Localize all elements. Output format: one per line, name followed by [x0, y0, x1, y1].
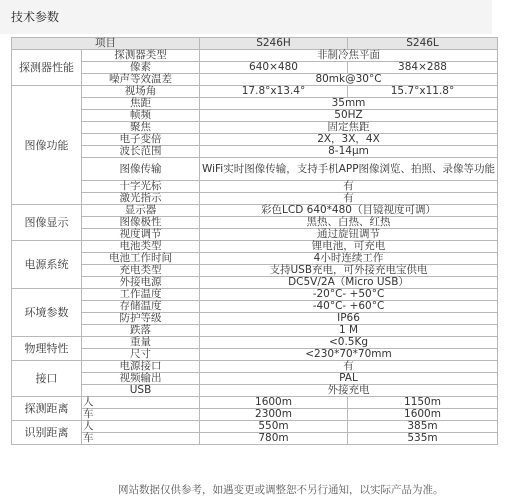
table-row [12, 193, 498, 205]
row-label: 探测器类型 [82, 50, 200, 62]
row-value: 非制冷焦平面 [200, 50, 498, 62]
row-value: 黑热、白热、红热 [200, 217, 498, 229]
group-identify-range: 识别距离 [12, 421, 82, 445]
row-label: 尺寸 [82, 349, 200, 361]
row-value: IP66 [200, 313, 498, 325]
row-label: 十字光标 [82, 181, 200, 193]
row-label: 车 [83, 408, 94, 420]
table-row [12, 289, 498, 301]
table-row [12, 229, 498, 241]
row-label: 图像极性 [82, 217, 200, 229]
row-label: 车 [83, 432, 94, 444]
table-row [12, 205, 498, 217]
row-value-a: 550m [200, 421, 348, 433]
row-label: 防护等级 [82, 313, 200, 325]
row-value: 4小时连续工作 [200, 253, 498, 265]
row-label: 电源接口 [82, 361, 200, 373]
table-row [12, 217, 498, 229]
row-value: 彩色LCD 640*480（目镜视度可调） [200, 205, 498, 217]
row-label: 帧频 [82, 110, 200, 122]
table-row [12, 301, 498, 313]
table-row [12, 181, 498, 193]
row-value: 支持USB充电，可外接充电宝供电 [200, 265, 498, 277]
row-value-b: 384×288 [348, 62, 498, 74]
table-row [12, 265, 498, 277]
row-label: USB [82, 385, 200, 397]
row-value-a: 17.8°x13.4° [200, 86, 348, 98]
section-header-strip [0, 0, 492, 34]
table-row [12, 122, 498, 134]
row-label: 充电类型 [82, 265, 200, 277]
row-value-a: 640×480 [200, 62, 348, 74]
row-value: <230*70*70mm [200, 349, 498, 361]
table-row [12, 337, 498, 349]
row-value-b: 1600m [348, 409, 498, 421]
header-model-b: S246L [348, 38, 498, 50]
table-row [12, 253, 498, 265]
header-model-a: S246H [200, 38, 348, 50]
group-detect-range: 探测距离 [12, 397, 82, 421]
row-label: 焦距 [82, 98, 200, 110]
section-title: 技术参数 [11, 10, 60, 24]
row-value-a: 1600m [200, 397, 348, 409]
row-label: 重量 [82, 337, 200, 349]
table-row [12, 349, 498, 361]
row-value-a: 780m [200, 433, 348, 445]
row-value: 锂电池，可充电 [200, 241, 498, 253]
row-value: DC5V/2A（Micro USB） [200, 277, 498, 289]
table-row [12, 385, 498, 397]
row-value: 外接充电 [200, 385, 498, 397]
table-row [12, 361, 498, 373]
table-row [12, 158, 498, 181]
row-value: PAL [200, 373, 498, 385]
table-row [12, 325, 498, 337]
spec-table [11, 37, 498, 445]
row-value: 固定焦距 [200, 122, 498, 134]
row-value-a: 2300m [200, 409, 348, 421]
row-value: -20°C- +50°C [200, 289, 498, 301]
row-value: WiFi实时图像传输，支持手机APP图像浏览、拍照、录像等功能 [200, 158, 498, 181]
group-interface: 接口 [12, 361, 82, 397]
row-value: 35mm [200, 98, 498, 110]
row-label: 电子变倍 [82, 134, 200, 146]
table-row [12, 110, 498, 122]
row-label: 存储温度 [82, 301, 200, 313]
table-row [12, 313, 498, 325]
table-row [12, 62, 498, 74]
table-row [12, 74, 498, 86]
row-value-b: 385m [348, 421, 498, 433]
table-row [12, 86, 498, 98]
row-value-b: 15.7°x11.8° [348, 86, 498, 98]
row-label: 人 [83, 396, 94, 408]
row-label: 聚焦 [82, 122, 200, 134]
group-power: 电源系统 [12, 241, 82, 289]
row-value: 8-14μm [200, 146, 498, 158]
row-label: 外接电源 [82, 277, 200, 289]
row-label: 人 [83, 420, 94, 432]
table-row [12, 50, 498, 62]
row-label: 视度调节 [82, 229, 200, 241]
table-row [12, 409, 498, 421]
group-physical: 物理特性 [12, 337, 82, 361]
table-header-row [12, 38, 498, 50]
row-value-b: 1150m [348, 397, 498, 409]
row-value: 有 [200, 193, 498, 205]
row-value: 50HZ [200, 110, 498, 122]
row-label: 电池类型 [82, 241, 200, 253]
row-value: 1 M [200, 325, 498, 337]
row-label: 工作温度 [82, 289, 200, 301]
row-label: 波长范围 [82, 146, 200, 158]
row-value: 有 [200, 181, 498, 193]
table-row [12, 277, 498, 289]
row-label: 噪声等效温差 [82, 74, 200, 86]
row-label: 图像传输 [82, 158, 200, 181]
table-row [12, 433, 498, 445]
table-row [12, 98, 498, 110]
header-item: 项目 [12, 38, 200, 50]
row-label: 显示器 [82, 205, 200, 217]
row-label: 像素 [82, 62, 200, 74]
row-label: 视场角 [82, 86, 200, 98]
row-value: 80mk@30°C [200, 74, 498, 86]
row-label: 激光指示 [82, 193, 200, 205]
group-image-display: 图像显示 [12, 205, 82, 241]
row-value: 有 [200, 361, 498, 373]
row-label: 视频输出 [82, 373, 200, 385]
group-image-function: 图像功能 [12, 86, 82, 205]
group-environment: 环境参数 [12, 289, 82, 337]
table-row [12, 146, 498, 158]
row-label: 跌落 [82, 325, 200, 337]
row-value-b: 535m [348, 433, 498, 445]
row-value: 通过旋钮调节 [200, 229, 498, 241]
table-row [12, 373, 498, 385]
row-value: -40°C- +60°C [200, 301, 498, 313]
table-row [12, 397, 498, 409]
table-row [12, 421, 498, 433]
row-value: <0.5Kg [200, 337, 498, 349]
table-row [12, 134, 498, 146]
group-detector: 探测器性能 [12, 50, 82, 86]
row-value: 2X，3X，4X [200, 134, 498, 146]
table-row [12, 241, 498, 253]
footnote: 网站数据仅供参考，如遇变更或调整恕不另行通知，以实际产品为准。 [118, 484, 444, 496]
row-label: 电池工作时间 [82, 253, 200, 265]
